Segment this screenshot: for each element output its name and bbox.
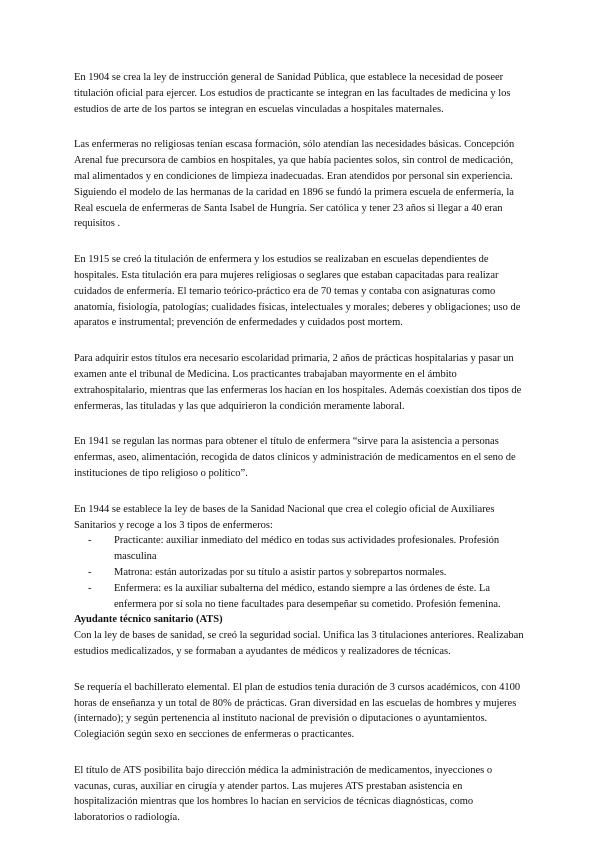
list-item: [88, 533, 524, 565]
section-heading-ats: Ayudante técnico sanitario (ATS): [74, 614, 223, 626]
list-bullet: -: [88, 535, 92, 547]
paragraph-1915-title: En 1915 se creó la titulación de enfermera y los estudios se realizaban en escuelas dependientes de hospitales. Esta titulación era para mujeres religiosas o seglares que estaban capacitadas para realizar cuidados de enfermería. El temario teórico-práctico era de 70 temas y contaba con asignaturas como anatomía, fisiología, patologías; cualidades físicas, intelectuales y morales; deberes y obligaciones; uso de aparatos e instrumental; prevención de enfermedades y cuidados post mortem.: [74, 254, 521, 329]
list-bullet: -: [88, 566, 92, 578]
nurse-types-list: [74, 533, 524, 612]
paragraph-social-security: Con la ley de bases de sanidad, se creó la seguridad social. Unifica las 3 titulaciones anteriores. Realizaban estudios medicalizados, y se formaban a ayudantes de médicos y realizadores de técnicas.: [74, 630, 524, 657]
paragraph-ats-studies: Se requería el bachillerato elemental. El plan de estudios tenía duración de 3 cursos académicos, con 4100 horas de enseñanza y un total de 80% de prácticas. Gran diversidad en las escuelas de hombres y mujeres (internado); y según pertenencia al instituto nacional de previsión o diputaciones o ayuntamientos. Colegiación según sexo en secciones de enfermeras o practicantes.: [74, 681, 521, 741]
paragraph-ats-duties: El título de ATS posibilita bajo dirección médica la administración de medicamentos, inyecciones o vacunas, curas, auxiliar en cirugía y atender partos. Las mujeres ATS prestaban asistencia en hospitalización mientras que los hombres lo hacían en servicios de técnicas diagnósticas, como laboratorios o radiología.: [74, 764, 493, 824]
list-bullet: -: [88, 582, 92, 594]
paragraph-requirements: Para adquirir estos títulos era necesario escolaridad primaria, 2 años de prácticas hospitalarias y pasar un examen ante el tribunal de Medicina. Los practicantes trabajaban mayormente en el ámbito extrahospitalario, mientras que las enfermeras los hacían en los hospitales. Además coexistían dos tipos de enfermeras, las tituladas y las que adquirieron la condición meramente laboral.: [74, 353, 522, 412]
list-item-text: Practicante: auxiliar inmediato del médico en todas sus actividades profesionales. Profesión masculina: [114, 535, 500, 563]
list-item: [88, 565, 524, 581]
paragraph-1944-law: En 1944 se establece la ley de bases de la Sanidad Nacional que crea el colegio oficial de Auxiliares Sanitarios y recoge a los 3 tipos de enfermeros:: [74, 503, 495, 531]
list-item-text: Matrona: están autorizadas por su título a asistir partos y sobrepartos normales.: [114, 566, 447, 578]
list-item-text: Enfermera: es la auxiliar subalterna del médico, estando siempre a las órdenes de éste. La enfermera por sí sola no tiene facultades para desempeñar su cometido. Profesión femenina.: [114, 582, 501, 610]
paragraph-nurses-training: Las enfermeras no religiosas tenían escasa formación, sólo atendían las necesidades básicas. Concepción Arenal fue precursora de cambios en hospitales, ya que había pacientes solos, sin control de medicación, mal alimentados y en condiciones de limpieza inadecuadas. Eran atendidos por personal sin experiencia. Siguiendo el modelo de las hermanas de la caridad en 1896 se fundó la primera escuela de enfermería, la Real escuela de enfermeras de Santa Isabel de Hungría. Ser católica y tener 23 años si llegar a 40 eran requisitos .: [74, 139, 515, 230]
paragraph-1904-law: En 1904 se crea la ley de instrucción general de Sanidad Pública, que establece la necesidad de poseer titulación oficial para ejercer. Los estudios de practicante se integran en las facultades de medicina y los estudios de arte de los partos se integran en escuelas vinculadas a hospitales maternales.: [74, 72, 511, 115]
list-item: [88, 581, 524, 613]
paragraph-1941-rules: En 1941 se regulan las normas para obtener el título de enfermera “sirve para la asistencia a personas enfermas, aseo, alimentación, recogida de datos clínicos y administración de medicamentos en el seno de instituciones de tipo religioso o político”.: [74, 436, 516, 479]
